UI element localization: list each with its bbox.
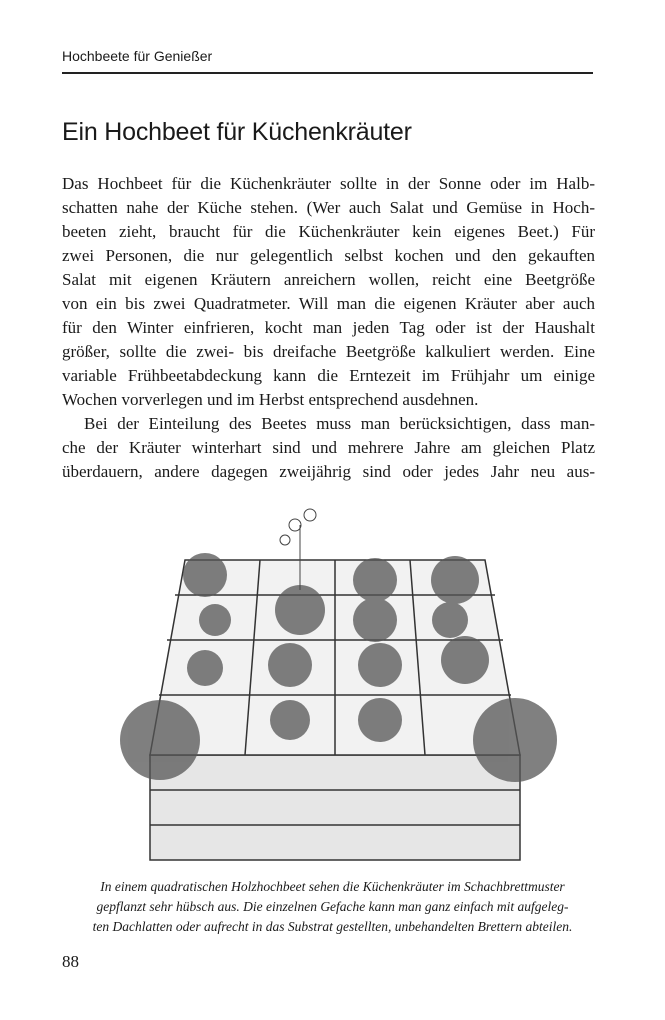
text-line: Das Hochbeet für die Küchenkräuter sollte in der Sonne oder im Halb- [62,174,595,193]
text-line: größer, sollte die zwei- bis dreifache Beetgröße kalkuliert werden. Eine [62,342,595,361]
figure-caption [50,877,615,937]
running-header: Hochbeete für Genießer [62,48,213,64]
text-line: von ein bis zwei Quadratmeter. Will man die eigenen Kräuter aber auch [62,294,595,313]
page-title: Ein Hochbeet für Küchenkräuter [62,118,412,146]
text-line: Wochen vorverlegen und im Herbst entsprechend ausdehnen. [62,390,479,409]
caption-line: gepflanzt sehr hübsch aus. Die einzelnen Gefache kann man ganz einfach mit aufgeleg- [96,899,569,914]
text-line: schatten nahe der Küche stehen. (Wer auch Salat und Gemüse in Hoch- [62,198,595,217]
header-rule [62,72,593,74]
caption-line: In einem quadratischen Holzhochbeet sehen die Küchenkräuter im Schachbrettmuster [100,879,565,894]
text-line: überdauern, andere dagegen zweijährig sind oder jedes Jahr neu aus- [62,462,595,481]
text-line: Salat mit eigenen Kräutern anreichern wollen, reicht eine Beetgröße [62,270,595,289]
text-line: für den Winter einfrieren, kocht man jeden Tag oder ist der Haushalt [62,318,595,337]
text-line: Bei der Einteilung des Beetes muss man berücksichtigen, dass man- [84,414,595,433]
body-text [62,172,595,484]
text-line: variable Frühbeetabdeckung kann die Erntezeit im Frühjahr um einige [62,366,595,385]
caption-line: ten Dachlatten oder aufrecht in das Substrat gestellten, unbehandelten Brettern abteilen. [92,919,573,934]
text-line: zwei Personen, die nur gelegentlich selbst kochen und den gekauften [62,246,595,265]
herb-bed-illustration [95,500,575,870]
page-number: 88 [62,952,79,971]
text-line: beeten zieht, braucht für die Küchenkräuter kein eigenes Beet.) Für [62,222,595,241]
text-line: che der Kräuter winterhart sind und mehrere Jahre am gleichen Platz [62,438,595,457]
